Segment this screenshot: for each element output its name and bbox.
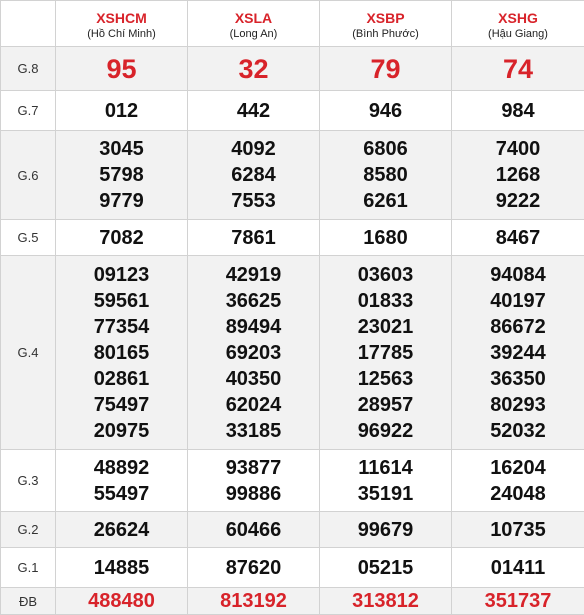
- result-number: 74: [452, 54, 584, 84]
- result-cell: [188, 47, 320, 91]
- result-number: 80165: [56, 340, 187, 366]
- result-cell: [320, 588, 452, 615]
- prize-label: G.4: [1, 256, 56, 450]
- result-number: 5798: [56, 162, 187, 188]
- result-cell: [452, 91, 584, 131]
- result-number: 1680: [320, 225, 451, 251]
- result-cell: [188, 220, 320, 256]
- result-number: 8580: [320, 162, 451, 188]
- result-number: 94084: [452, 262, 584, 288]
- result-number: 89494: [188, 314, 319, 340]
- result-cell: [320, 512, 452, 548]
- result-cell: [56, 548, 188, 588]
- result-cell: [320, 91, 452, 131]
- result-number: 1268: [452, 162, 584, 188]
- result-number: 09123: [56, 262, 187, 288]
- result-cell: [56, 512, 188, 548]
- result-cell: [320, 450, 452, 512]
- prize-row-special: [1, 588, 584, 615]
- result-number: 11614: [320, 455, 451, 481]
- result-number: 48892: [56, 455, 187, 481]
- result-number: 24048: [452, 481, 584, 507]
- header-row: [1, 1, 584, 47]
- result-number: 62024: [188, 392, 319, 418]
- result-cell: [56, 588, 188, 615]
- result-number: 75497: [56, 392, 187, 418]
- result-number: 99886: [188, 481, 319, 507]
- province-code[interactable]: XSBP: [320, 10, 451, 27]
- prize-row-g6: [1, 131, 584, 220]
- result-number: 7082: [56, 225, 187, 251]
- result-number: 10735: [452, 517, 584, 543]
- result-cell: [56, 256, 188, 450]
- result-number: 813192: [188, 589, 319, 613]
- result-number: 17785: [320, 340, 451, 366]
- result-number: 60466: [188, 517, 319, 543]
- prize-label: G.6: [1, 131, 56, 220]
- result-number: 80293: [452, 392, 584, 418]
- result-cell: [56, 220, 188, 256]
- result-number: 488480: [56, 589, 187, 613]
- result-number: 7553: [188, 188, 319, 214]
- prize-row-g5: [1, 220, 584, 256]
- result-cell: [320, 548, 452, 588]
- result-cell: [188, 588, 320, 615]
- province-header-hcm[interactable]: [56, 1, 188, 47]
- result-cell: [452, 220, 584, 256]
- prize-label: G.3: [1, 450, 56, 512]
- result-number: 59561: [56, 288, 187, 314]
- result-cell: [56, 450, 188, 512]
- province-code[interactable]: XSLA: [188, 10, 319, 27]
- province-name: (Hồ Chí Minh): [56, 27, 187, 41]
- result-number: 95: [56, 54, 187, 84]
- result-cell: [452, 47, 584, 91]
- result-number: 40197: [452, 288, 584, 314]
- prize-label: G.2: [1, 512, 56, 548]
- result-number: 69203: [188, 340, 319, 366]
- province-header-la[interactable]: [188, 1, 320, 47]
- result-number: 05215: [320, 555, 451, 581]
- result-cell: [452, 512, 584, 548]
- result-number: 03603: [320, 262, 451, 288]
- result-number: 14885: [56, 555, 187, 581]
- result-number: 351737: [452, 589, 584, 613]
- result-number: 01411: [452, 555, 584, 581]
- result-number: 9222: [452, 188, 584, 214]
- result-number: 8467: [452, 225, 584, 251]
- result-cell: [188, 256, 320, 450]
- result-number: 79: [320, 54, 451, 84]
- result-number: 23021: [320, 314, 451, 340]
- result-number: 6261: [320, 188, 451, 214]
- result-number: 77354: [56, 314, 187, 340]
- result-cell: [320, 220, 452, 256]
- result-number: 39244: [452, 340, 584, 366]
- result-number: 01833: [320, 288, 451, 314]
- result-number: 99679: [320, 517, 451, 543]
- prize-row-g7: [1, 91, 584, 131]
- result-number: 42919: [188, 262, 319, 288]
- prize-row-g1: [1, 548, 584, 588]
- result-cell: [188, 512, 320, 548]
- result-cell: [188, 450, 320, 512]
- result-cell: [452, 131, 584, 220]
- prize-row-g2: [1, 512, 584, 548]
- prize-label: G.7: [1, 91, 56, 131]
- province-name: (Hậu Giang): [452, 27, 584, 41]
- result-number: 52032: [452, 418, 584, 444]
- result-number: 33185: [188, 418, 319, 444]
- result-number: 93877: [188, 455, 319, 481]
- result-number: 16204: [452, 455, 584, 481]
- prize-row-g8: [1, 47, 584, 91]
- result-number: 984: [452, 98, 584, 124]
- result-number: 3045: [56, 136, 187, 162]
- prize-label: G.5: [1, 220, 56, 256]
- province-code[interactable]: XSHCM: [56, 10, 187, 27]
- result-number: 12563: [320, 366, 451, 392]
- result-number: 442: [188, 98, 319, 124]
- result-number: 26624: [56, 517, 187, 543]
- result-cell: [188, 91, 320, 131]
- result-number: 28957: [320, 392, 451, 418]
- province-header-bp[interactable]: [320, 1, 452, 47]
- result-number: 32: [188, 54, 319, 84]
- result-number: 9779: [56, 188, 187, 214]
- province-code[interactable]: XSHG: [452, 10, 584, 27]
- result-number: 40350: [188, 366, 319, 392]
- result-number: 55497: [56, 481, 187, 507]
- prize-label: ĐB: [1, 588, 56, 615]
- result-number: 20975: [56, 418, 187, 444]
- prize-row-g4: [1, 256, 584, 450]
- result-number: 4092: [188, 136, 319, 162]
- result-number: 012: [56, 98, 187, 124]
- result-number: 7861: [188, 225, 319, 251]
- result-cell: [320, 47, 452, 91]
- result-number: 87620: [188, 555, 319, 581]
- result-number: 946: [320, 98, 451, 124]
- result-cell: [188, 548, 320, 588]
- province-name: (Long An): [188, 27, 319, 41]
- result-number: 7400: [452, 136, 584, 162]
- prize-label: G.1: [1, 548, 56, 588]
- result-cell: [452, 256, 584, 450]
- result-number: 6284: [188, 162, 319, 188]
- result-cell: [188, 131, 320, 220]
- province-name: (Bình Phước): [320, 27, 451, 41]
- province-header-hg[interactable]: [452, 1, 584, 47]
- result-cell: [452, 548, 584, 588]
- result-cell: [452, 588, 584, 615]
- result-number: 6806: [320, 136, 451, 162]
- result-number: 35191: [320, 481, 451, 507]
- result-number: 36350: [452, 366, 584, 392]
- result-number: 96922: [320, 418, 451, 444]
- result-cell: [320, 256, 452, 450]
- result-cell: [56, 47, 188, 91]
- result-number: 313812: [320, 589, 451, 613]
- result-cell: [56, 131, 188, 220]
- result-cell: [320, 131, 452, 220]
- result-number: 86672: [452, 314, 584, 340]
- prize-row-g3: [1, 450, 584, 512]
- result-number: 36625: [188, 288, 319, 314]
- result-cell: [452, 450, 584, 512]
- result-cell: [56, 91, 188, 131]
- prize-label: G.8: [1, 47, 56, 91]
- header-corner-cell: [1, 1, 56, 47]
- result-number: 02861: [56, 366, 187, 392]
